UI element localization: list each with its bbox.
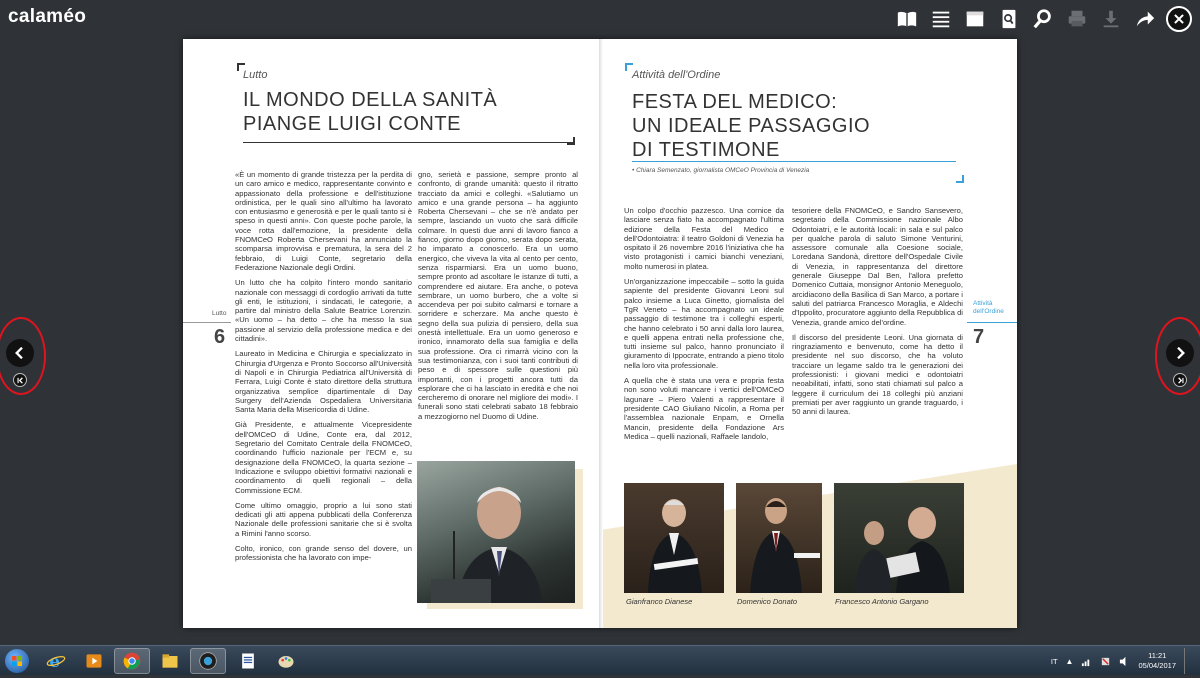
right-col1-para: Un colpo d'occhio pazzesco. Una cornice da lasciare senza fiato ha accompagnato l'ultima edizione della Festa del Medico e dell'Odontoiatra: il teatro Goldoni di Venezia ha ospitato il 26 novembre 2016 l'iniziativa che ha visto protagonisti i camici bianchi veneziani, molto numerosi in platea. <box>624 206 784 271</box>
right-column-1 <box>624 206 784 474</box>
right-byline: • Chiara Semenzato, giornalista OMCeO Provincia di Venezia <box>632 167 810 174</box>
clock-time: 11:21 <box>1148 651 1167 660</box>
left-column-1 <box>235 170 412 620</box>
calameo-logo[interactable]: calaméo <box>8 6 87 27</box>
right-side-rule <box>967 322 1017 323</box>
right-page-number: 7 <box>973 326 985 348</box>
close-icon[interactable] <box>1166 6 1192 32</box>
photo-dianese <box>624 483 724 593</box>
right-headline-line2: UN IDEALE PASSAGGIO <box>632 115 871 137</box>
right-col1-para: A quella che è stata una vera e propria festa non sono voluti mancare i vertici dell'OMCeO lagunare – Piero Valenti a rappresentare il presidente CAO Giuliano Nicolin, a Roma per l'assemblea nazionale Enpam, e Ornella Mancin, presidente della Fondazione Ars Medica – quelli nazionali, Raffaele Iandolo, <box>624 376 784 441</box>
left-side-rule <box>183 322 231 323</box>
svg-text:e: e <box>49 651 60 671</box>
caption-donato: Domenico Donato <box>737 597 798 606</box>
right-headline-rule <box>632 161 956 162</box>
internet-explorer-icon[interactable] <box>38 648 74 674</box>
download-icon[interactable] <box>1098 6 1124 32</box>
right-col1-para: Un'organizzazione impeccabile – sotto la guida sapiente del presidente Giovanni Leoni sul palco insieme a Luca Ginetto, giornalista del TgR Veneto – ha accompagnato un ideale passaggio di testimone tra i colleghi esperti, che hanno celebrato i 50 anni dalla loro laurea, e quelli appena entrati nella professione che, tutti insieme sul palco, hanno pronunciato il giuramento di Ippocrate, entrando a pieno titolo nella loro vita professionale. <box>624 277 784 370</box>
left-page-number: 6 <box>214 326 226 348</box>
tray-arrow-icon[interactable]: ▲ <box>1065 656 1074 666</box>
file-explorer-icon[interactable] <box>152 648 188 674</box>
left-col1-para: Un lutto che ha colpito l'intero mondo sanitario nazionale con messaggi di cordoglio arrivati da tutte gli enti, le istituzioni, i sindacati, le categorie, a partire dal ministro della Salute Beatrice Lorenzin. «Un uomo – ha detto – che ha messo la sua passione al servizio della professione medica e dei cittadini». <box>235 278 412 344</box>
photo-donato <box>736 483 822 593</box>
luigi-conte-photo <box>417 461 575 603</box>
left-headline-line2: PIANGE LUIGI CONTE <box>243 113 461 135</box>
photo-gargano <box>834 483 964 593</box>
zoom-page-icon[interactable] <box>996 6 1022 32</box>
clock-date: 05/04/2017 <box>1138 661 1176 670</box>
left-headline-rule <box>243 142 573 143</box>
list-icon[interactable] <box>928 6 954 32</box>
start-button[interactable] <box>5 649 29 673</box>
right-col2-para: Il discorso del presidente Leoni. Una giornata di ringraziamento e benvenuto, come ha detto il presidente nel suo discorso, che ha voluto tracciare un legame saldo tra le generazioni dei professionisti: i giovani medici e odontoiatri neoabilitati, infatti, sono stati chiamati sul palco a leggere il curriculum dei 18 colleghi più anziani premiati per aver raggiunto un grande traguardo, i 50 anni di laurea. <box>792 332 963 417</box>
right-col2-para: tesoriere della FNOMCeO, e Sandro Sansevero, segretario della Commissione nazionale Albo Odontoiatri, e le autorità locali: in sala e sul palco per qualche parola di saluto Simone Venturini, assessore comunale alla Coesione sociale, Loredana Sandonà, direttore dell'Ospedale Civile di Venezia, in rappresentanza del direttore generale Giuseppe Dal Ben, l'allora prefetto Domenico Cuttaia, monsignor Antonio Meneguolo, arcidiacono della Basilica di San Marco, a portare i saluti del patriarca Francesco Moraglia, e Aldechi d'Ippolito, procuratore aggiunto della Repubblica di Venezia, grande amico del'ordine. <box>792 206 963 327</box>
page-gutter <box>599 39 603 628</box>
last-page-button[interactable] <box>1173 373 1187 387</box>
show-desktop-button[interactable] <box>1184 648 1192 674</box>
right-column-2 <box>792 206 963 474</box>
left-col1-para: Laureato in Medicina e Chirurgia e specializzato in Chirurgia d'Urgenza e Pronto Soccorso all'Università di Napoli e in Chirurgia Pediatrica all'Università di Ferrara, Luigi Conte è stato direttore della struttura organizzativa semplice dipartimentale di Day Surgery dell'Azienda Ospedaliera Universitaria Santa Maria della Misericordia di Udine. <box>235 349 412 415</box>
left-category: Lutto <box>243 69 268 81</box>
viewer-toolbar <box>894 5 1192 33</box>
language-indicator[interactable]: IT <box>1050 656 1058 666</box>
left-col1-para: Già Presidente, e attualmente Vicepresidente dell'OMCeO di Udine, Conte era, dal 2012, Segretario del Comitato Centrale della FNOMCeO, coordinando l'ufficio nazionale per l'ECM e, su designazione della FNOMCeO, la quarta sezione – Indicazione e sviluppo obiettivi formativi nazionali e coordinamento di quelli regionali – della Commissione ECM. <box>235 420 412 495</box>
next-page-button[interactable] <box>1166 339 1194 367</box>
right-side-label-1: Attività <box>973 300 993 307</box>
left-headline-line1: IL MONDO DELLA SANITÀ <box>243 89 498 111</box>
clock[interactable] <box>1138 651 1176 671</box>
caption-dianese: Gianfranco Dianese <box>626 597 693 606</box>
fullscreen-icon[interactable] <box>962 6 988 32</box>
chrome-icon[interactable] <box>114 648 150 674</box>
share-icon[interactable] <box>1132 6 1158 32</box>
first-page-button[interactable] <box>13 373 27 387</box>
network-icon[interactable] <box>1081 656 1092 667</box>
word-icon[interactable] <box>230 648 266 674</box>
volume-icon[interactable] <box>1119 656 1130 667</box>
paint-icon[interactable] <box>268 648 304 674</box>
magnifier-icon[interactable] <box>1030 6 1056 32</box>
left-col1-para: «È un momento di grande tristezza per la perdita di un caro amico e medico, rappresentante convinto e appassionato della professione e dell'istituzione ordinistica, per le quali sino all'ultimo ha lavorato con entusiasmo e generosità e per le quali tanto si è speso in questi anni». Con queste poche parole, la voce rotta dall'emozione, la presidente della FNOMCeO Roberta Chersevani ha annunciato la scomparsa improvvisa e prematura, la sera del 2 febbraio, di Luigi Conte, segretario della Federazione Nazionale degli Ordini. <box>235 170 412 272</box>
windows-taskbar <box>0 645 1200 675</box>
left-col1-para: Colto, ironico, con grande senso del dovere, un professionista che ha lavorato con impe- <box>235 543 412 563</box>
media-center-icon[interactable] <box>190 648 226 674</box>
left-corner-mark-end <box>567 137 575 145</box>
left-col2-para: gno, serietà e passione, sempre pronto al confronto, di grande umanità: questo il ritratto tracciato da amici e colleghi. «Salutiamo un amico e una grande persona – ha aggiunto Roberta Chersevani – che se n'è andato per sempre, lasciando un vuoto che sarà difficile colmare. In questi due anni di lavoro fianco a fianco, giorno dopo giorno, serata dopo serata, ho imparato a conoscerlo. Era un uomo energico, che viveva la vita al cento per cento, senza risparmiarsi. Era un uomo buono, sempre pronto ad ascoltare le istanze di tutti, a comprendere ed aiutare. Era anche, o poteva sembrare, un uomo burbero, che a volte si accendeva per poi subito calmarsi e tornare a sorridere e scherzare. Ma anche questo è segno della sua pulizia di pensiero, della sua onestà intellettuale. Era un uomo generoso e ironico, innamorato della sua famiglia e della sua professione. Ora ci rimarrà vicino con la sua testimonianza, con i suoi tanti contributi di peso e di spessore sulle questioni più importanti, con i progetti ancora tutti da esplorare che ci ha lasciato in eredità e che noi cercheremo di onorare nel migliore dei modi». I funerali sono stati celebrati sabato 18 febbraio a mezzogiorno nel Duomo di Udine. <box>418 170 578 421</box>
right-side-label-2: dell'Ordine <box>973 308 1004 315</box>
right-corner-mark-end <box>956 175 964 183</box>
action-center-icon[interactable] <box>1100 656 1111 667</box>
media-player-icon[interactable] <box>76 648 112 674</box>
right-headline-line1: FESTA DEL MEDICO: <box>632 91 838 113</box>
left-side-label: Lutto <box>212 310 227 317</box>
left-column-2 <box>418 170 578 450</box>
print-icon[interactable] <box>1064 6 1090 32</box>
magazine-spread[interactable] <box>183 39 1017 628</box>
system-tray <box>1051 648 1192 674</box>
left-col1-para: Come ultimo omaggio, proprio a lui sono stati dedicati gli atti appena pubblicati della Conferenza Nazionale delle professioni sanitarie che si è svolta a Rimini l'anno scorso. <box>235 500 412 538</box>
right-headline-line3: DI TESTIMONE <box>632 139 780 161</box>
book-icon[interactable] <box>894 6 920 32</box>
previous-page-button[interactable] <box>6 339 34 367</box>
caption-gargano: Francesco Antonio Gargano <box>835 597 929 606</box>
right-category: Attività dell'Ordine <box>632 69 721 81</box>
